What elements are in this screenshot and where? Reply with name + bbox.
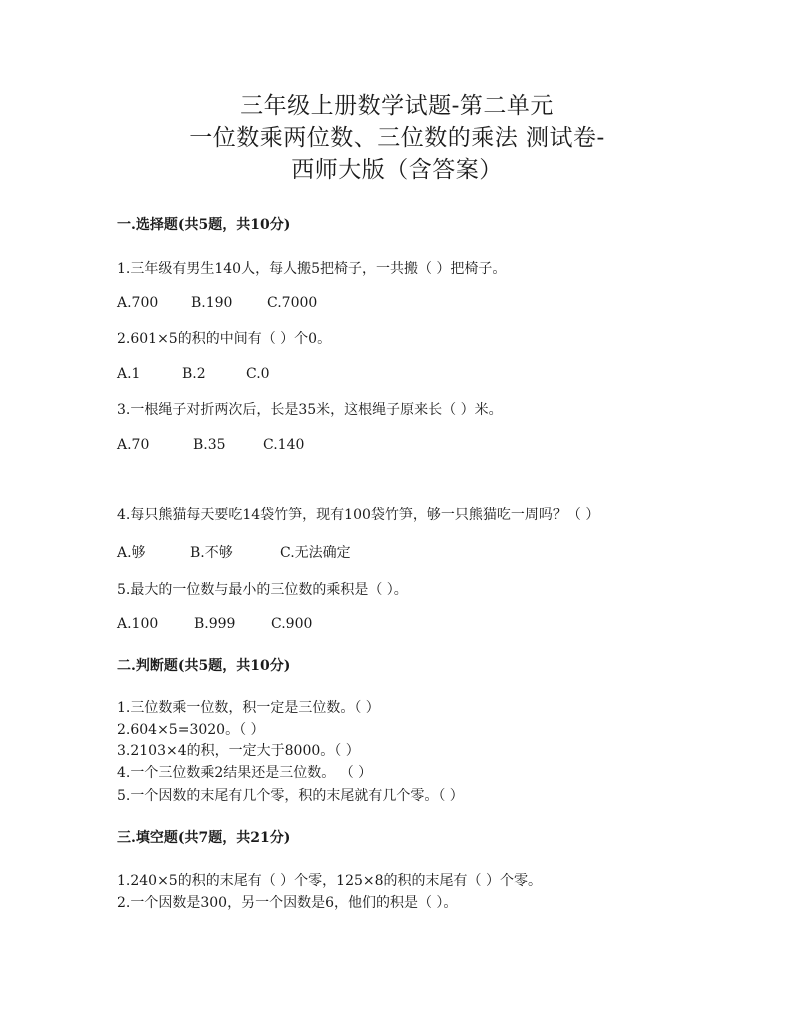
option-a: A.70 [117, 437, 150, 453]
fill-item: 2.一个因数是300，另一个因数是6，他们的积是（ ）。 [117, 895, 458, 911]
question-text: 1.三年级有男生140人，每人搬5把椅子，一共搬（ ）把椅子。 [117, 261, 507, 277]
judge-item: 1.三位数乘一位数，积一定是三位数。（ ） [117, 700, 380, 716]
question-options [117, 366, 270, 382]
question-text: 5.最大的一位数与最小的三位数的乘积是（ ）。 [117, 582, 408, 598]
judge-item: 4.一个三位数乘2结果还是三位数。 （ ） [117, 765, 373, 781]
option-b: B.2 [182, 366, 206, 382]
judge-item: 5.一个因数的末尾有几个零，积的末尾就有几个零。（ ） [117, 788, 464, 804]
question-text: 3.一根绳子对折两次后，长是35米，这根绳子原来长（ ）米。 [117, 402, 503, 418]
option-b: B.190 [191, 295, 233, 311]
title-line-2: 一位数乘两位数、三位数的乘法 测试卷- [189, 125, 605, 151]
question-text: 2.601×5的积的中间有（ ）个0。 [117, 331, 332, 347]
option-c: C.0 [246, 366, 270, 382]
question-options [117, 437, 304, 453]
judge-item: 2.604×5=3020。（ ） [117, 722, 265, 738]
option-b: B.不够 [190, 545, 233, 561]
option-c: C.900 [271, 616, 313, 632]
section-heading-judge: 二.判断题(共5题，共10分) [117, 658, 291, 674]
exam-title [0, 90, 794, 186]
option-a: A.够 [117, 545, 146, 561]
option-a: A.1 [117, 366, 141, 382]
option-a: A.700 [117, 295, 159, 311]
question-text: 4.每只熊猫每天要吃14袋竹笋，现有100袋竹笋，够一只熊猫吃一周吗？（ ） [117, 507, 600, 523]
option-c: C.无法确定 [280, 545, 351, 561]
question-options [117, 616, 312, 632]
fill-item: 1.240×5的积的末尾有（ ）个零，125×8的积的末尾有（ ）个零。 [117, 873, 542, 889]
option-c: C.140 [263, 437, 305, 453]
question-options [117, 295, 317, 311]
section-heading-fill: 三.填空题(共7题，共21分) [117, 830, 291, 846]
judge-item: 3.2103×4的积，一定大于8000。（ ） [117, 743, 360, 759]
question-options [117, 542, 351, 562]
section-heading-choice: 一.选择题(共5题，共10分) [117, 217, 291, 233]
option-a: A.100 [117, 616, 159, 632]
title-line-1: 三年级上册数学试题-第二单元 [240, 93, 554, 119]
title-line-3: 西师大版（含答案） [291, 157, 503, 183]
option-b: B.35 [193, 437, 226, 453]
option-c: C.7000 [267, 295, 318, 311]
option-b: B.999 [194, 616, 236, 632]
